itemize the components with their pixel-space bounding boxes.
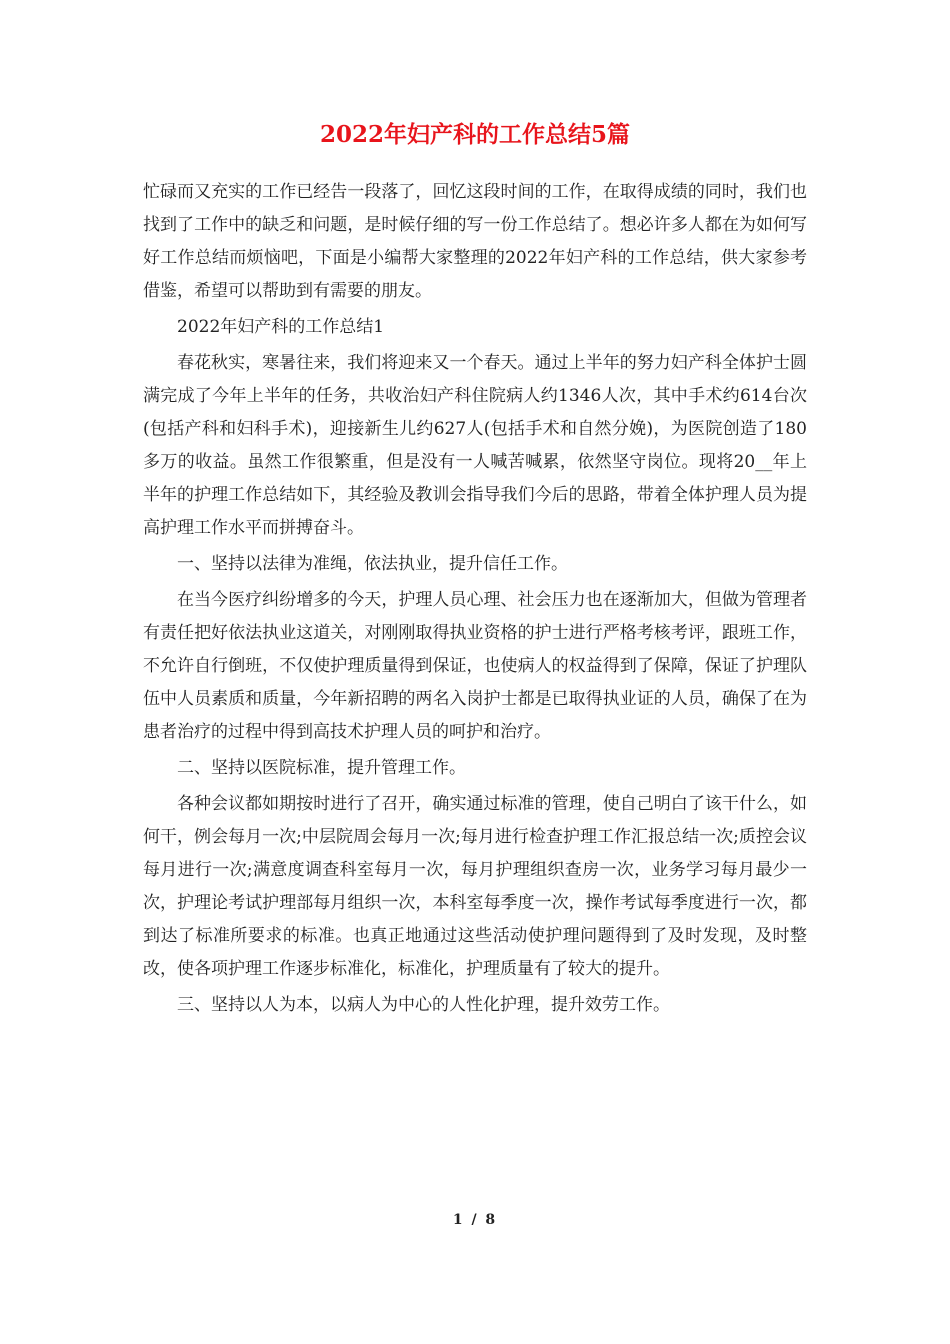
body-paragraph: 春花秋实，寒暑往来，我们将迎来又一个春天。通过上半年的努力妇产科全体护士圆满完成了今年上半年的任务，共收治妇产科住院病人约1346人次，其中手术约614台次(包括产科和妇科手术)，迎接新生儿约627人(包括手术和自然分娩)，为医院创造了180多万的收益。虽然工作很繁重，但是没有一人喊苦喊累，依然坚守岗位。现将20__年上半年的护理工作总结如下，其经验及教训会指导我们今后的思路，带着全体护理人员为提高护理工作水平而拼搏奋斗。 [143, 353, 807, 538]
document-title: 2022年妇产科的工作总结5篇 [319, 121, 631, 148]
body-paragraph: 各种会议都如期按时进行了召开，确实通过标准的管理，使自己明白了该干什么，如何干，例会每月一次;中层院周会每月一次;每月进行检查护理工作汇报总结一次;质控会议每月进行一次;满意度调查科室每月一次，每月护理组织查房一次，业务学习每月最少一次，护理论考试护理部每月组织一次，本科室每季度一次，操作考试每季度进行一次，都到达了标准所要求的标准。也真正地通过这些活动使护理问题得到了及时发现，及时整改，使各项护理工作逐步标准化，标准化，护理质量有了较大的提升。 [143, 794, 807, 979]
body-paragraph: 在当今医疗纠纷增多的今天，护理人员心理、社会压力也在逐渐加大，但做为管理者有责任把好依法执业这道关，对刚刚取得执业资格的护士进行严格考核考评，跟班工作，不允许自行倒班，不仅使护理质量得到保证，也使病人的权益得到了保障，保证了护理队伍中人员素质和质量，今年新招聘的两名入岗护士都是已取得执业证的人员，确保了在为患者治疗的过程中得到高技术护理人员的呵护和治疗。 [143, 590, 807, 742]
subsection-heading: 三、坚持以人为本，以病人为中心的人性化护理，提升效劳工作。 [177, 995, 670, 1015]
document-body [143, 176, 807, 1025]
intro-paragraph: 忙碌而又充实的工作已经告一段落了，回忆这段时间的工作，在取得成绩的同时，我们也找到了工作中的缺乏和问题，是时候仔细的写一份工作总结了。想必许多人都在为如何写好工作总结而烦恼吧，下面是小编帮大家整理的2022年妇产科的工作总结，供大家参考借鉴，希望可以帮助到有需要的朋友。 [143, 182, 807, 301]
subsection-heading: 一、坚持以法律为准绳，依法执业，提升信任工作。 [177, 554, 568, 574]
section-heading: 2022年妇产科的工作总结1 [177, 317, 385, 337]
subsection-heading: 二、坚持以医院标准，提升管理工作。 [177, 758, 466, 778]
page-number: 1 / 8 [452, 1212, 498, 1228]
